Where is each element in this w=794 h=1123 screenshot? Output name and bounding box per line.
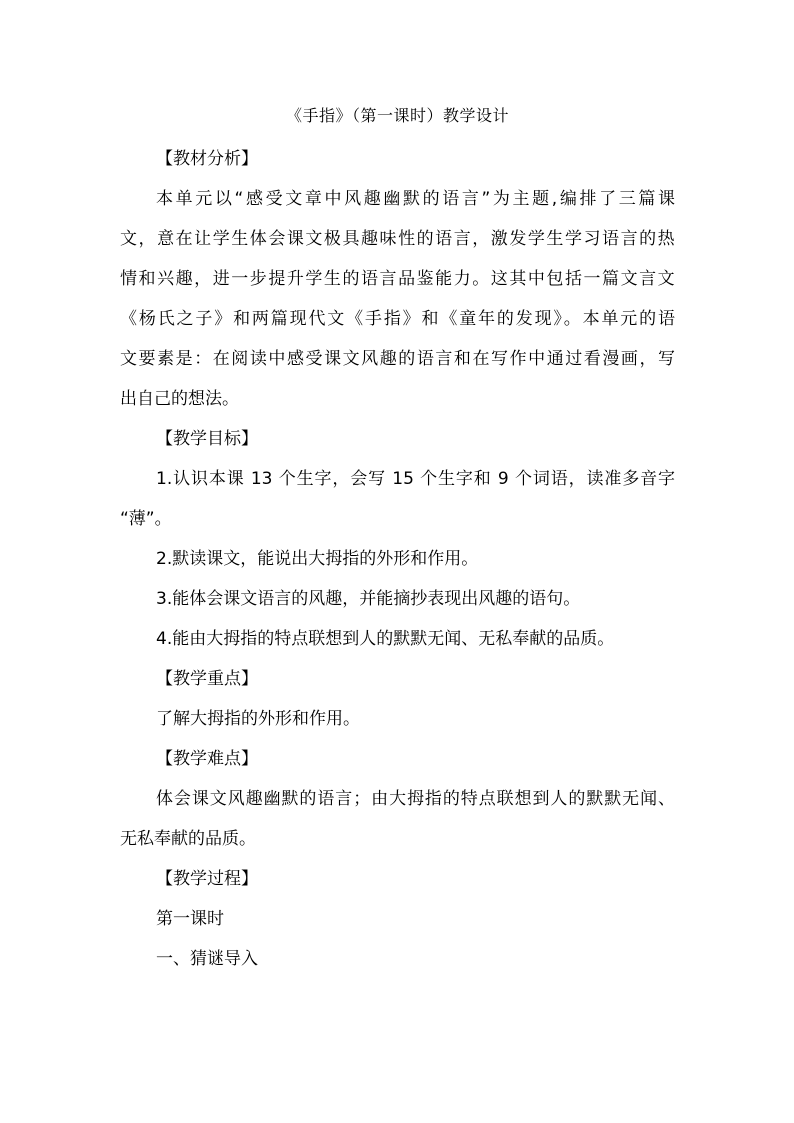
paragraph-line: 本单元以“感受文章中风趣幽默的语言”为主题,编排了三篇课 — [156, 189, 675, 209]
document-body — [120, 146, 675, 986]
paragraph-line: 情和兴趣，进一步提升学生的语言品鉴能力。这其中包括一篇文言文 — [120, 269, 675, 289]
paragraph-line: 出自己的想法。 — [120, 389, 239, 409]
paragraph-line: 无私奉献的品质。 — [120, 829, 256, 849]
document-title: 《手指》（第一课时）教学设计 — [285, 106, 509, 125]
subheading-riddle-intro: 一、猜谜导入 — [156, 949, 258, 969]
section-heading-teaching-objectives: 【教学目标】 — [156, 429, 258, 449]
section-heading-teaching-difficulty: 【教学难点】 — [156, 749, 258, 769]
section-heading-material-analysis: 【教材分析】 — [156, 149, 258, 169]
paragraph-line: 了解大拇指的外形和作用。 — [156, 709, 360, 729]
paragraph-line: 体会课文风趣幽默的语言；由大拇指的特点联想到人的默默无闻、 — [156, 789, 675, 809]
objective-item-continuation: “薄”。 — [120, 509, 172, 529]
objective-item: 2.默读课文，能说出大拇指的外形和作用。 — [156, 549, 479, 569]
section-heading-teaching-process: 【教学过程】 — [156, 869, 258, 889]
section-heading-teaching-focus: 【教学重点】 — [156, 669, 258, 689]
objective-item: 1.认识本课 13 个生字，会写 15 个生字和 9 个词语，读准多音字 — [156, 469, 675, 489]
objective-item: 3.能体会课文语言的风趣，并能摘抄表现出风趣的语句。 — [156, 589, 581, 609]
subheading-first-lesson: 第一课时 — [156, 909, 224, 929]
paragraph-line: 文，意在让学生体会课文极具趣味性的语言，激发学生学习语言的热 — [120, 229, 675, 249]
objective-item: 4.能由大拇指的特点联想到人的默默无闻、无私奉献的品质。 — [156, 629, 615, 649]
paragraph-line: 《杨氏之子》和两篇现代文《手指》和《童年的发现》。本单元的语 — [120, 309, 675, 329]
paragraph-line: 文要素是：在阅读中感受课文风趣的语言和在写作中通过看漫画，写 — [120, 349, 675, 369]
